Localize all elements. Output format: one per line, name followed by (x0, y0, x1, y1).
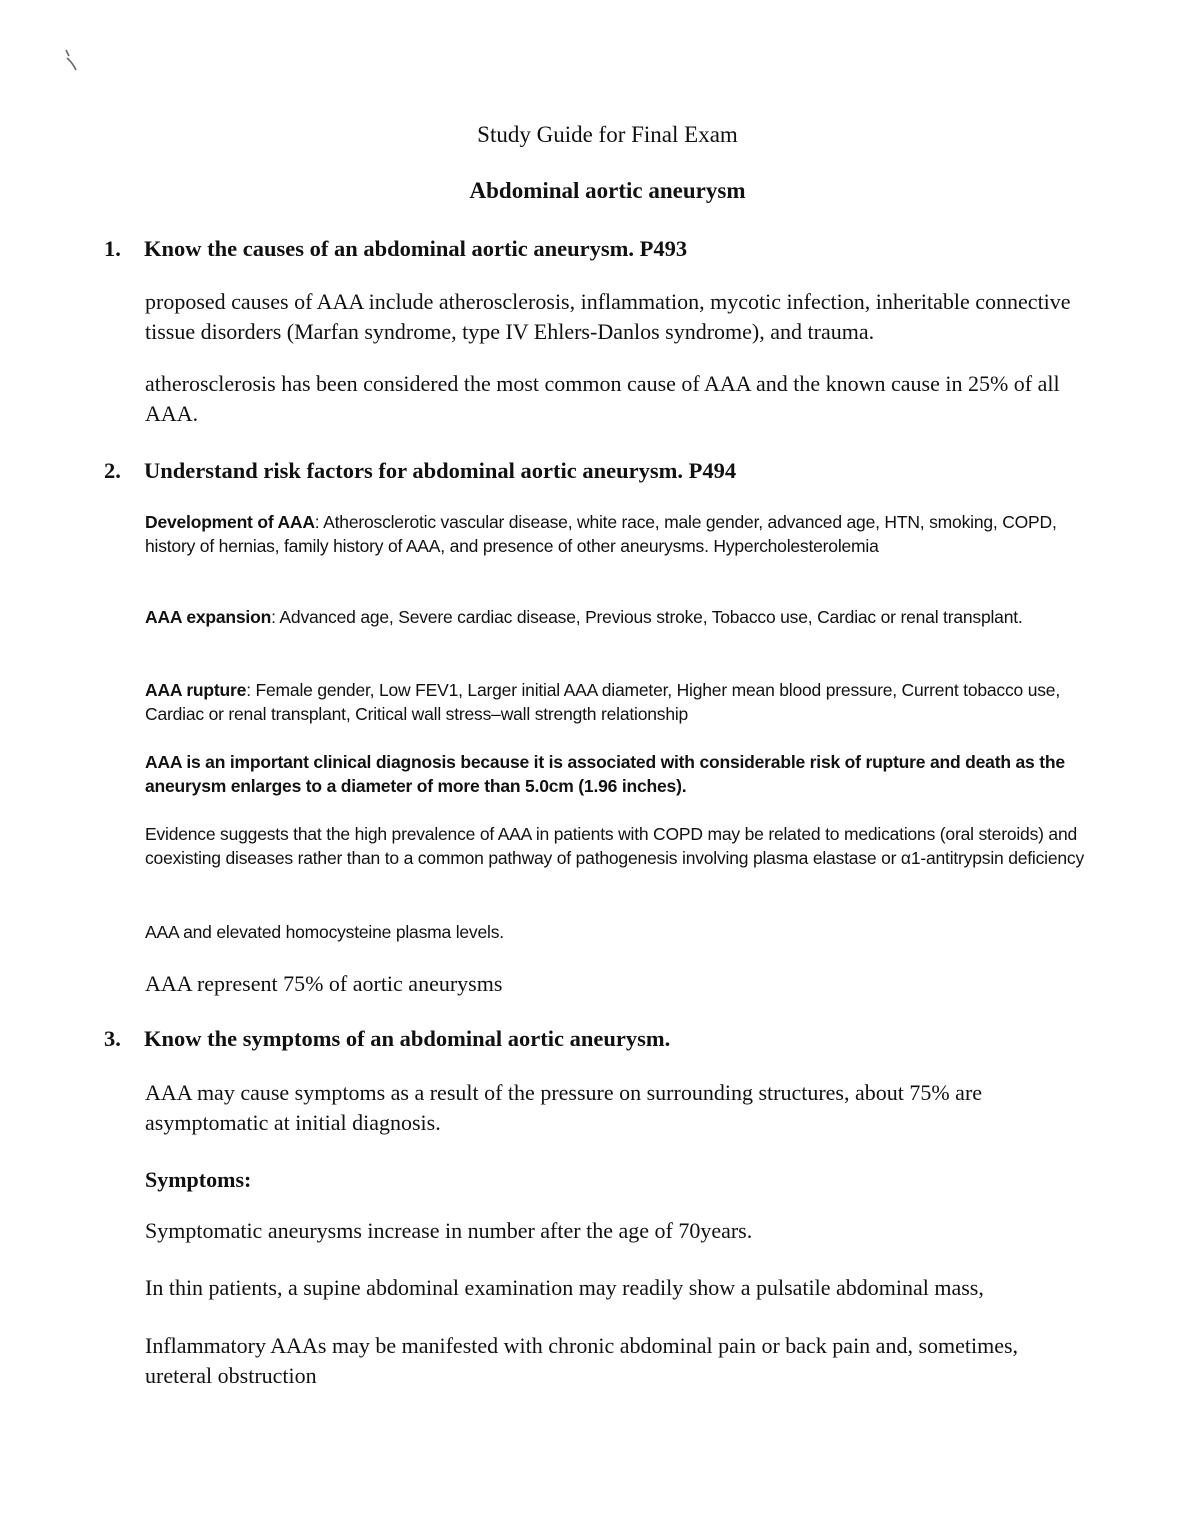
risk-text: : Female gender, Low FEV1, Larger initial AAA diameter, Higher mean blood pressure, Current tobacco use, Cardiac or renal transplant, Critical wall stress–wall strength relationship (145, 680, 1061, 724)
risk-label: Development of AAA (145, 512, 315, 532)
section-1-heading (104, 236, 687, 262)
homocysteine-note: AAA and elevated homocysteine plasma levels. (145, 922, 504, 942)
symptom-item: Symptomatic aneurysms increase in number after the age of 70years. (145, 1218, 753, 1243)
symptom-item: In thin patients, a supine abdominal examination may readily show a pulsatile abdominal mass, (145, 1275, 984, 1300)
page-title: Study Guide for Final Exam (477, 122, 738, 147)
section-number: 2. (104, 458, 121, 483)
section-3-heading (104, 1026, 670, 1052)
symptoms-intro: AAA may cause symptoms as a result of the pressure on surrounding structures, about 75% are asymptomatic at initial diagnosis. (145, 1080, 983, 1135)
risk-label: AAA rupture (145, 680, 247, 700)
risk-development (145, 510, 1090, 558)
section-heading-text: Know the symptoms of an abdominal aortic aneurysm. (144, 1026, 671, 1051)
copd-evidence: Evidence suggests that the high prevalence of AAA in patients with COPD may be related to medications (oral steroids) and coexisting diseases rather than to a common pathway of pathogenesis involving plasma elastase or α1-antitrypsin deficiency (145, 824, 1085, 868)
risk-rupture (145, 678, 1090, 726)
prevalence-note: AAA represent 75% of aortic aneurysms (145, 971, 503, 996)
page-subtitle: Abdominal aortic aneurysm (469, 178, 746, 203)
section-2-heading (104, 458, 736, 484)
atherosclerosis-paragraph: atherosclerosis has been considered the most common cause of AAA and the known cause in 25% of all AAA. (145, 371, 1060, 426)
section-heading-text: Know the causes of an abdominal aortic aneurysm. P493 (144, 236, 688, 261)
symptoms-label: Symptoms: (145, 1167, 252, 1192)
risk-text: : Advanced age, Severe cardiac disease, Previous stroke, Tobacco use, Cardiac or renal transplant. (271, 607, 1023, 627)
causes-paragraph: proposed causes of AAA include atherosclerosis, inflammation, mycotic infection, inheritable connective tissue disorders (Marfan syndrome, type IV Ehlers-Danlos syndrome), and trauma. (145, 289, 1071, 344)
risk-label: AAA expansion (145, 607, 272, 627)
section-heading-text: Understand risk factors for abdominal aortic aneurysm. P494 (144, 458, 737, 483)
risk-text: : Atherosclerotic vascular disease, white race, male gender, advanced age, HTN, smoking, COPD, history of hernias, family history of AAA, and presence of other aneurysms. Hypercholesterolemia (145, 512, 1057, 556)
risk-expansion (145, 605, 1090, 629)
section-number: 1. (104, 236, 121, 261)
important-note: AAA is an important clinical diagnosis because it is associated with considerable risk of rupture and death as the aneurysm enlarges to a diameter of more than 5.0cm (1.96 inches). (145, 752, 1065, 796)
section-number: 3. (104, 1026, 121, 1051)
symptom-item: Inflammatory AAAs may be manifested with chronic abdominal pain or back pain and, sometimes, ureteral obstruction (145, 1333, 1019, 1388)
pen-mark-icon (64, 48, 78, 72)
